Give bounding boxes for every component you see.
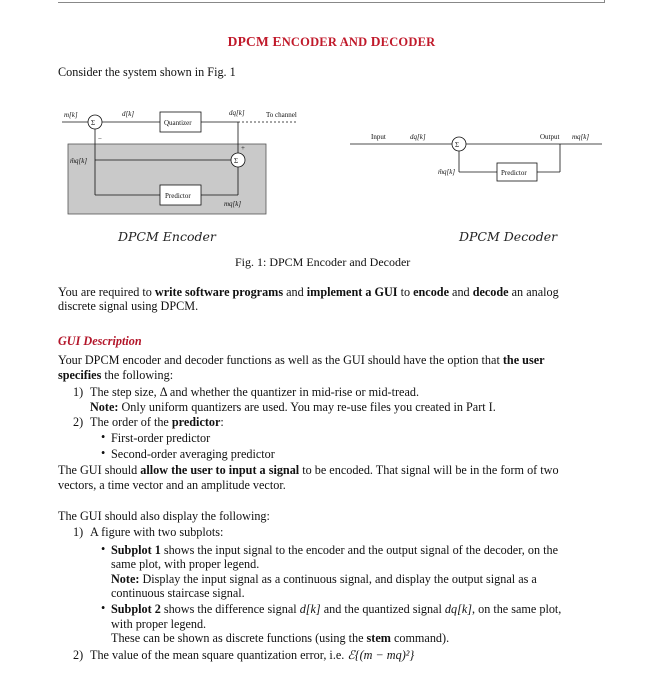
mhat-label-decoder: m̂q[k] bbox=[438, 168, 456, 176]
output-label: Output bbox=[540, 133, 560, 141]
bullet-icon: • bbox=[101, 542, 106, 556]
m-label: m[k] bbox=[64, 111, 78, 119]
item-2-number: 2) bbox=[73, 415, 84, 429]
gui-line-1: Your DPCM encoder and decoder functions as well as the GUI should have the option that the user bbox=[58, 353, 545, 367]
sum-symbol-decoder: Σ bbox=[455, 141, 460, 149]
signal-input-line-2: vectors, a time vector and an amplitude vector. bbox=[58, 478, 286, 492]
predictor-label-decoder: Predictor bbox=[501, 169, 527, 177]
bullet-icon: • bbox=[101, 601, 106, 615]
subplot-1-line-1: Subplot 1 shows the input signal to the encoder and the output signal of the decoder, on the bbox=[111, 543, 559, 557]
minus-sign: − bbox=[98, 135, 102, 143]
sum-symbol: Σ bbox=[91, 119, 96, 127]
display-item-2-text: The value of the mean square quantization error, i.e. ℰ{(m − mq)²} bbox=[90, 648, 415, 662]
plus-sign: + bbox=[241, 144, 245, 152]
dpcm-block-diagram bbox=[0, 0, 663, 230]
subplot-1-line-2: same plot, with proper legend. bbox=[111, 557, 260, 571]
signal-input-line-1: The GUI should allow the user to input a signal to be encoded. That signal will be in the form of two bbox=[58, 463, 559, 477]
subplot-2-line-2: with proper legend. bbox=[111, 617, 207, 631]
quantizer-label: Quantizer bbox=[164, 119, 192, 127]
input-label: Input bbox=[371, 133, 386, 141]
mq-label: mq[k] bbox=[224, 200, 242, 208]
mq-out-label: mq[k] bbox=[572, 133, 590, 141]
bullet-icon: • bbox=[101, 446, 106, 460]
subplot-1-note-1: Note: Display the input signal as a continuous signal, and display the output signal as a bbox=[111, 572, 537, 586]
item-2-text: The order of the predictor: bbox=[90, 415, 224, 429]
bullet-icon: • bbox=[101, 430, 106, 444]
requirement-line-1: You are required to write software programs and implement a GUI to encode and decode an analog bbox=[58, 285, 559, 299]
dq-label: dq[k] bbox=[229, 109, 245, 117]
d-label: d[k] bbox=[122, 110, 135, 118]
stem-note: These can be shown as discrete functions (using the stem command). bbox=[111, 631, 450, 645]
predictor-option-1: First-order predictor bbox=[111, 431, 211, 445]
document-title: DPCM ENCODER AND DECODER bbox=[227, 34, 436, 49]
figure-caption: Fig. 1: DPCM Encoder and Decoder bbox=[235, 255, 411, 269]
display-item-1-text: A figure with two subplots: bbox=[90, 525, 224, 539]
predictor-label-encoder: Predictor bbox=[165, 192, 191, 200]
sum-symbol-2: Σ bbox=[234, 157, 239, 165]
item-1-note: Note: Only uniform quantizers are used. You may re-use files you created in Part I. bbox=[90, 400, 496, 414]
dq-label-decoder: dq[k] bbox=[410, 133, 426, 141]
display-item-1-number: 1) bbox=[73, 525, 84, 539]
item-1-number: 1) bbox=[73, 385, 84, 399]
display-intro: The GUI should also display the following: bbox=[58, 509, 270, 523]
subplot-2-line-1: Subplot 2 shows the difference signal d[k] and the quantized signal dq[k], on the same plot, bbox=[111, 602, 562, 616]
predictor-option-2: Second-order averaging predictor bbox=[111, 447, 275, 461]
requirement-line-2: discrete signal using DPCM. bbox=[58, 299, 199, 313]
item-1-text: The step size, Δ and whether the quantizer in mid-rise or mid-tread. bbox=[90, 385, 420, 399]
gui-line-2: specifies the following: bbox=[58, 368, 174, 382]
encoder-caption: DPCM Encoder bbox=[118, 229, 216, 244]
to-channel-label: To channel bbox=[266, 111, 297, 119]
decoder-caption: DPCM Decoder bbox=[459, 229, 558, 244]
display-item-2-number: 2) bbox=[73, 648, 84, 662]
intro-text: Consider the system shown in Fig. 1 bbox=[58, 65, 236, 79]
gui-description-heading: GUI Description bbox=[58, 334, 142, 348]
mhat-label-encoder: m̂q[k] bbox=[70, 157, 88, 165]
subplot-1-note-2: continuous staircase signal. bbox=[111, 586, 245, 600]
